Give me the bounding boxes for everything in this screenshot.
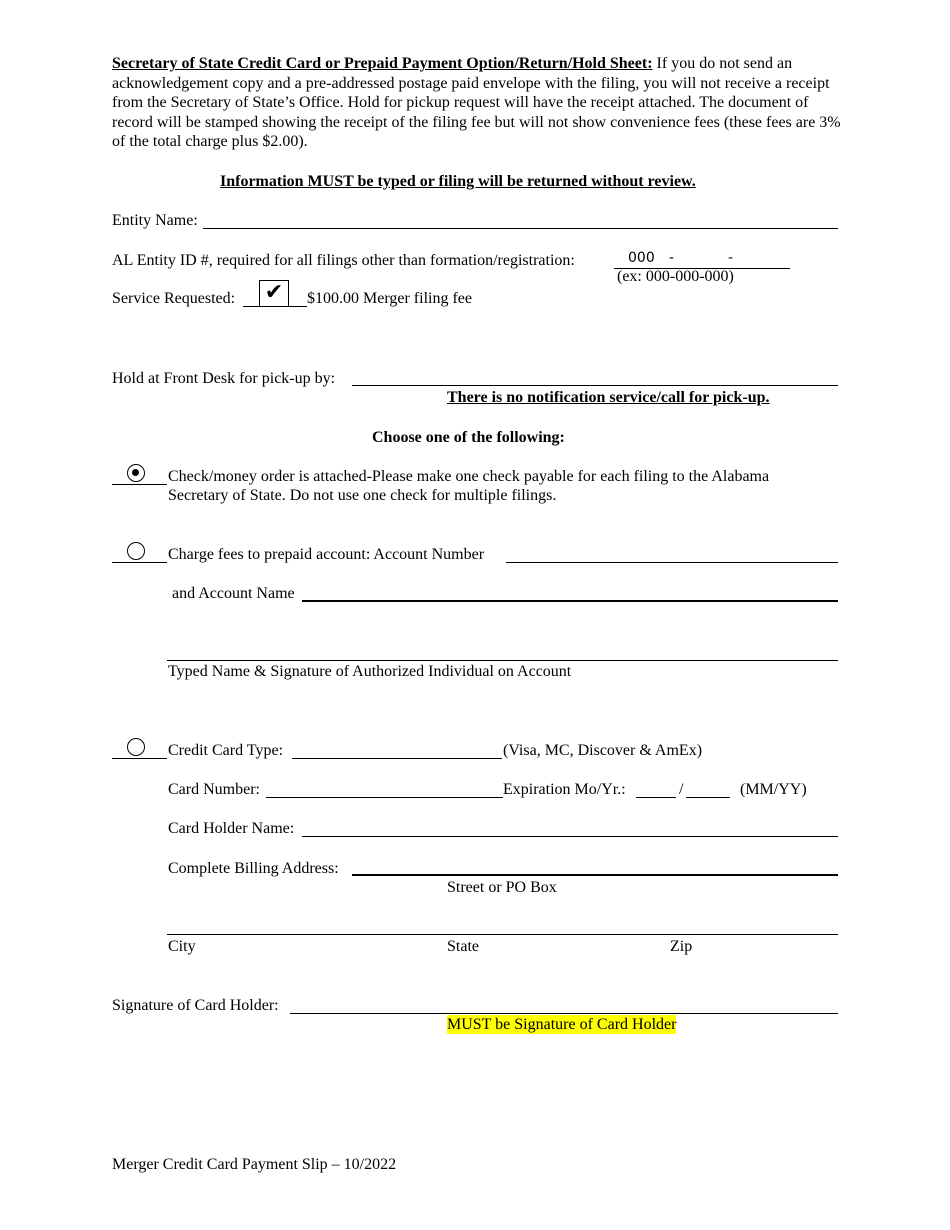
state-caption: State: [447, 938, 479, 955]
card-holder-name-field[interactable]: [302, 836, 838, 837]
city-caption: City: [168, 938, 196, 955]
check-option-line1: Check/money order is attached-Please make one check payable for each filing to the Alabama: [168, 468, 770, 485]
card-number-field[interactable]: [266, 797, 503, 798]
check-option-underline: [112, 484, 167, 485]
expiration-year-field[interactable]: [686, 797, 730, 798]
zip-caption: Zip: [670, 938, 693, 955]
card-number-label: Card Number:: [168, 781, 260, 798]
signature-must-note: MUST be Signature of Card Holder: [447, 1016, 677, 1033]
prepaid-account-name-field[interactable]: [302, 600, 838, 602]
no-notification-note: There is no notification service/call for pick-up.: [447, 389, 770, 406]
prepaid-option-radio[interactable]: [127, 542, 145, 560]
typed-notice: Information MUST be typed or filing will be returned without review.: [220, 173, 696, 190]
expiration-label: Expiration Mo/Yr.:: [503, 781, 626, 798]
check-option-radio[interactable]: [127, 464, 145, 482]
prepaid-account-name-label: and Account Name: [172, 585, 295, 602]
card-type-hint: (Visa, MC, Discover & AmEx): [503, 742, 703, 759]
entity-name-field[interactable]: [203, 228, 838, 229]
sheet-title: Secretary of State Credit Card or Prepaid Payment Option/Return/Hold Sheet:: [112, 55, 653, 72]
card-type-label: Credit Card Type:: [168, 742, 284, 759]
credit-option-underline: [112, 758, 167, 759]
card-type-field[interactable]: [292, 758, 502, 759]
check-option-line2: Secretary of State. Do not use one check for multiple filings.: [168, 487, 557, 504]
credit-option-radio[interactable]: [127, 738, 145, 756]
expiration-month-field[interactable]: [636, 797, 676, 798]
check-icon: ✔: [264, 280, 284, 305]
billing-address-label: Complete Billing Address:: [168, 860, 339, 877]
expiration-format: (MM/YY): [740, 781, 807, 798]
intro-text: If you do not send an acknowledgement copy and a pre-addressed postage paid envelope with the filing, you will not receive a receipt from the Secretary of State’s Office. Hold for pickup request will have the receipt attached. The document of record will be stamped showing the receipt of the filing fee but will not show convenience fees (these fees are 3% of the total charge plus $2.00).: [112, 55, 841, 151]
hold-pickup-label: Hold at Front Desk for pick-up by:: [112, 370, 336, 387]
card-holder-name-label: Card Holder Name:: [168, 820, 295, 837]
service-requested-label: Service Requested:: [112, 290, 236, 307]
service-checkbox[interactable]: [259, 280, 289, 307]
entity-id-dash-1: -: [669, 250, 675, 266]
cardholder-signature-field[interactable]: [290, 1013, 838, 1014]
prepaid-signature-caption: Typed Name & Signature of Authorized Individual on Account: [168, 663, 572, 680]
footer-text: Merger Credit Card Payment Slip – 10/2022: [112, 1156, 397, 1173]
prepaid-signature-field[interactable]: [167, 660, 838, 661]
prepaid-account-number-field[interactable]: [506, 562, 838, 563]
street-caption: Street or PO Box: [447, 879, 557, 896]
entity-id-dash-2: -: [728, 250, 734, 266]
billing-city-state-zip-field[interactable]: [167, 934, 838, 935]
prepaid-account-number-label: Charge fees to prepaid account: Account Number: [168, 546, 485, 563]
hold-pickup-field[interactable]: [352, 385, 838, 386]
entity-id-example: (ex: 000-000-000): [617, 268, 734, 285]
choose-heading: Choose one of the following:: [372, 429, 565, 446]
entity-name-label: Entity Name:: [112, 212, 198, 229]
entity-id-part1: 000: [628, 250, 655, 266]
intro-paragraph: [112, 54, 842, 152]
radio-selected-dot: [132, 469, 139, 476]
billing-street-field[interactable]: [352, 874, 838, 876]
cardholder-signature-label: Signature of Card Holder:: [112, 997, 279, 1014]
prepaid-option-underline: [112, 562, 167, 563]
expiration-slash: /: [679, 781, 684, 798]
service-fee-text: $100.00 Merger filing fee: [307, 290, 472, 307]
entity-id-label: AL Entity ID #, required for all filings other than formation/registration:: [112, 252, 575, 269]
